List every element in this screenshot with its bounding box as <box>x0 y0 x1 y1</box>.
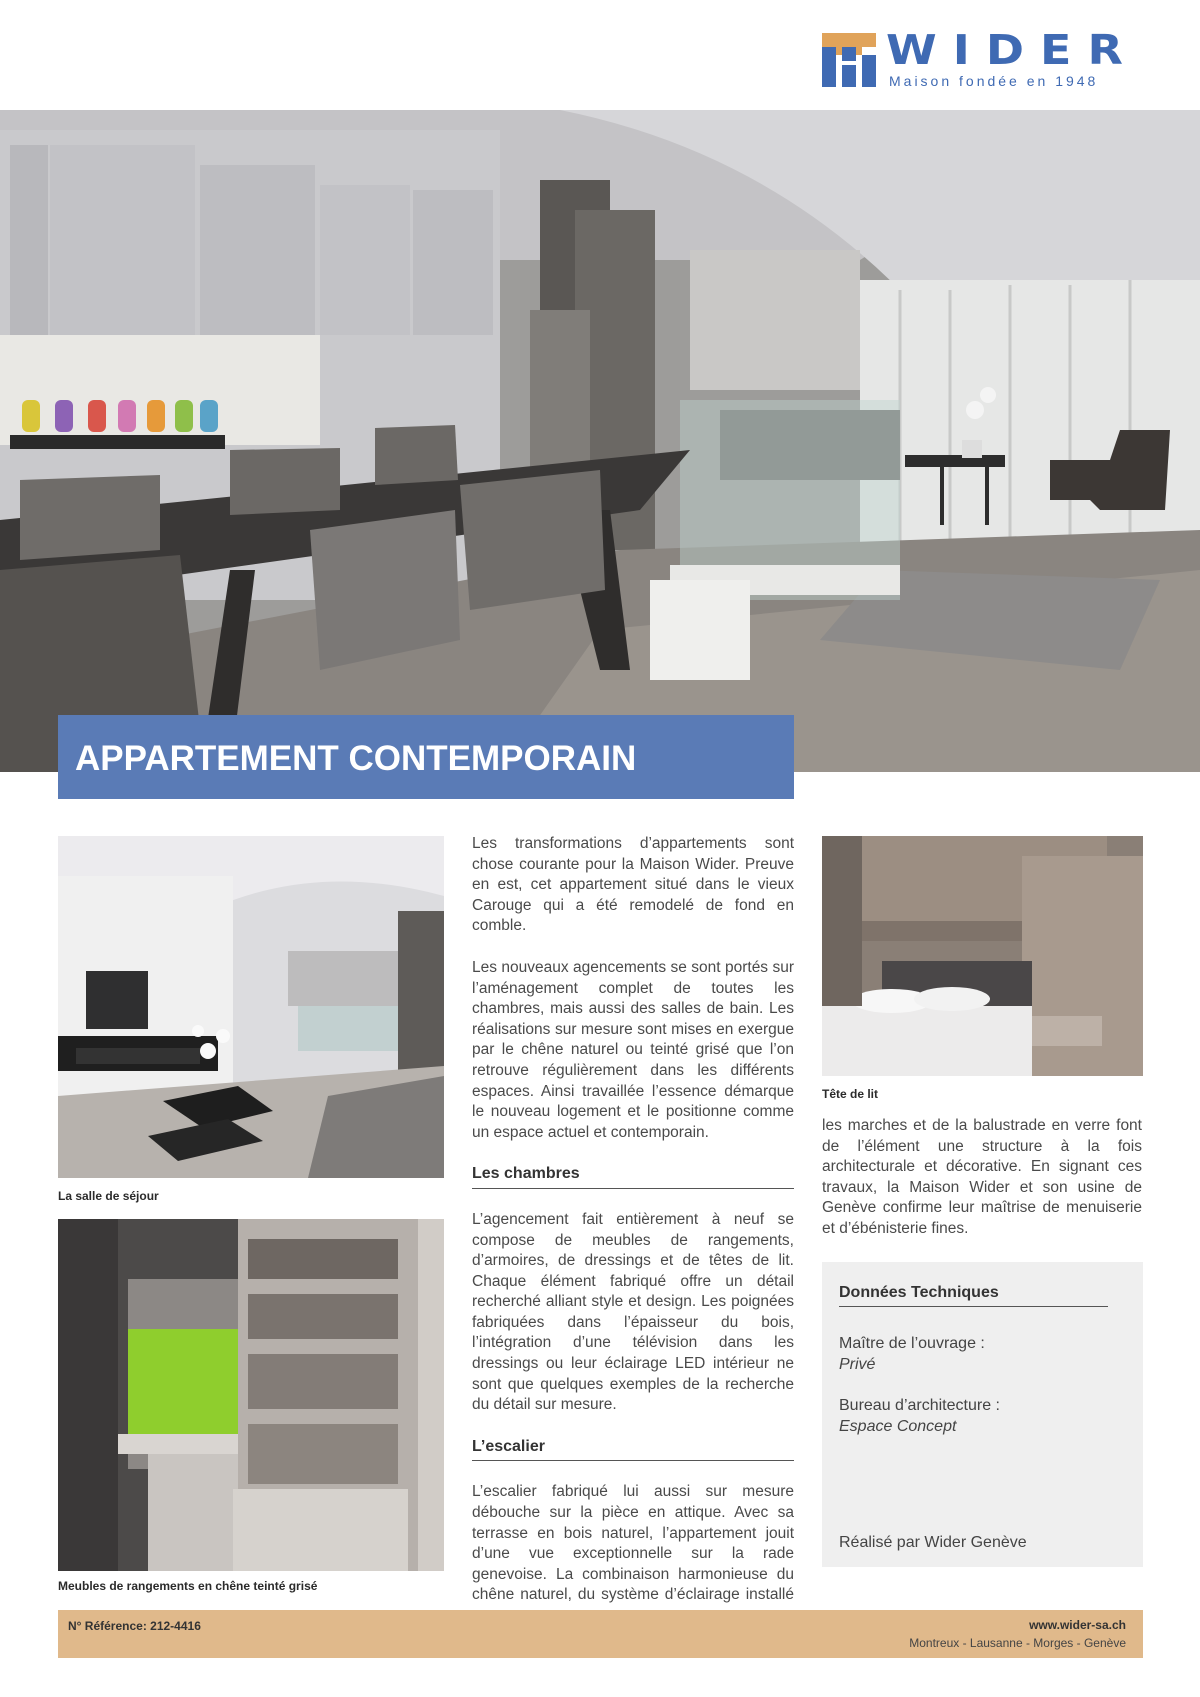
owner-value: Privé <box>839 1356 876 1373</box>
caption-bed: Tête de lit <box>822 1087 879 1101</box>
office-cities: Montreux - Lausanne - Morges - Genève <box>909 1636 1126 1650</box>
heading-escalier: L’escalier <box>472 1437 794 1462</box>
wider-logo-mark-icon <box>822 33 876 87</box>
website-link[interactable]: www.wider-sa.ch <box>1029 1618 1126 1632</box>
footer-bar <box>58 1610 1143 1658</box>
architect-value: Espace Concept <box>839 1418 957 1435</box>
wider-logo <box>822 25 1144 91</box>
hero-photo <box>0 110 1200 772</box>
architect-label: Bureau d’architecture : <box>839 1397 1000 1414</box>
heading-chambres: Les chambres <box>472 1164 794 1189</box>
storage-illustration <box>58 1219 444 1571</box>
bed-headboard-photo <box>822 836 1143 1076</box>
storage-photo <box>58 1219 444 1571</box>
main-text-column <box>472 834 794 1627</box>
caption-storage: Meubles de rangements en chêne teinté grisé <box>58 1579 318 1593</box>
caption-living-room: La salle de séjour <box>58 1189 159 1203</box>
paragraph-escalier: L’escalier fabriqué lui aussi sur mesure débouche sur la pièce en attique. Avec sa terrasse en bois naturel, l’appartement jouit d’une vue exceptionnelle sur la rade genevoise. La combinaison harmonieuse du chêne naturel, du système d’éclairage installé <box>472 1483 794 1604</box>
realised-by: Réalisé par Wider Genève <box>839 1534 1027 1551</box>
hero-photo-illustration <box>0 110 1200 772</box>
logo-tagline: Maison fondée en 1948 <box>889 73 1099 89</box>
technical-data-box <box>822 1262 1143 1567</box>
paragraph-agencements: Les nouveaux agencements se sont portés sur l’aménagement complet de toutes les chambres, mais aussi des salles de bain. Les réalisations sur mesure sont mises en exergue par le chêne naturel ou teinté grisé que l’on retrouve régulièrement dans les différents espaces. Ainsi travaillée l’essence démarque le nouveau logement et le positionne comme un espace actuel et contemporain. <box>472 958 794 1141</box>
logo-wordmark: WIDER <box>886 25 1139 74</box>
paragraph-escalier-continued: les marches et de la balustrade en verre font de l’élément une structure à la fois architecturale et décorative. En signant ces travaux, la Maison Wider et son usine de Genève confirme leur maîtrise de menuiserie et d’ébénisterie fines. <box>822 1117 1142 1237</box>
tech-heading: Données Techniques <box>839 1284 1108 1307</box>
living-room-illustration <box>58 836 444 1178</box>
paragraph-intro: Les transformations d’appartements sont chose courante pour la Maison Wider. Preuve en est, cet appartement situé dans le vieux Carouge qui a été remodelé de fond en comble. <box>472 835 794 935</box>
owner-label: Maître de l’ouvrage : <box>839 1335 985 1352</box>
right-text-column <box>822 1116 1142 1240</box>
reference-number: N° Référence: 212-4416 <box>68 1619 201 1633</box>
title-banner <box>58 715 794 799</box>
bed-headboard-illustration <box>822 836 1143 1076</box>
living-room-photo <box>58 836 444 1178</box>
page-title: APPARTEMENT CONTEMPORAIN <box>75 739 637 778</box>
paragraph-chambres: L’agencement fait entièrement à neuf se compose de meubles de rangements, d’armoires, de dressings et de têtes de lit. Chaque élément fabriqué offre un détail recherché alliant style et design. Les poignées fabriquées dans l’épaisseur du bois, l’intégration d’une télévision dans les dressings ou leur éclairage LED intérieur ne sont que quelques exemples de la recherche du détail sur mesure. <box>472 1210 794 1414</box>
